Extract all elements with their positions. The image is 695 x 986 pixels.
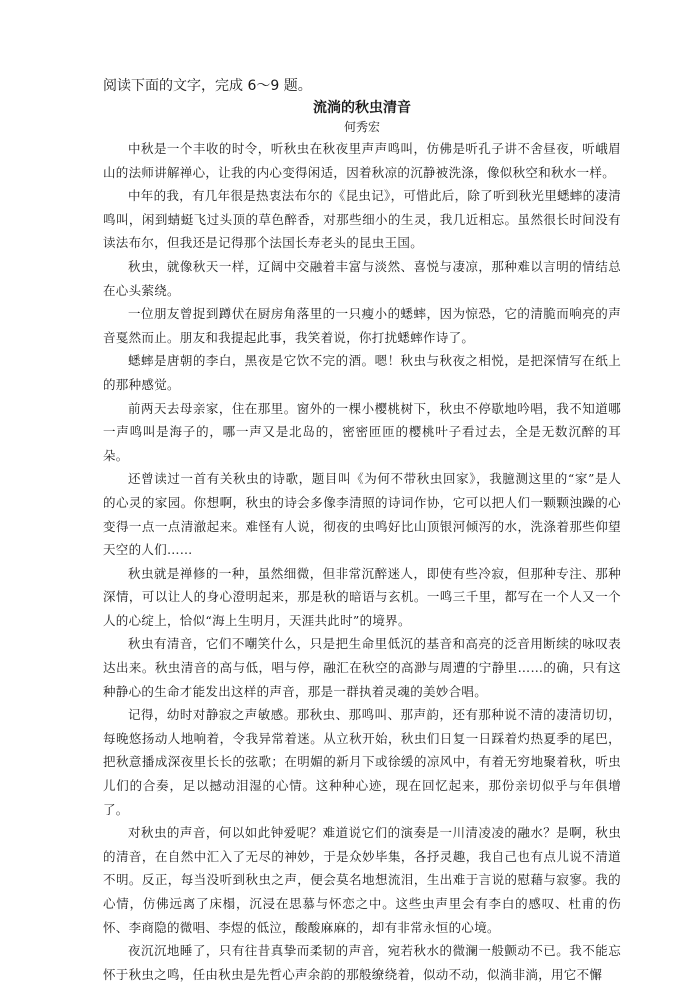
paragraph: 记得，幼时对静寂之声敏感。那秋虫、那鸣叫、那声韵，还有那种说不清的凄清切切，每晚悠扬动人地响着，令我异常着迷。从立秋开始，秋虫们日复一日踩着灼热夏季的尾巴，把秋意播成深夜里长长的弦歌；在明媚的新月下或徐缓的凉风中，有着无穷地聚着秋，听虫儿们的合奏，足以撼动泪湿的心情。这种种心迹，现在回忆起来，那份亲切似乎与年俱增了。	[103, 707, 621, 817]
paragraph: 对秋虫的声音，何以如此钟爱呢？难道说它们的演奏是一川清凌凌的融水？是啊，秋虫的清音，在自然中汇入了无尽的神妙，于是众妙毕集，各抒灵趣，我自己也有点儿说不清道不明。反正，每当没听到秋虫之声，便会莫名地想流泪，生出难于言说的慰藉与寂寥。我的心情，仿佛远离了床榻，沉浸在思慕与怀恋之中。这些虫声里会有李白的感叹、杜甫的伤怀、李商隐的微唱、李煜的低泣，酸酸麻麻的，却有非常永恒的心境。	[103, 825, 621, 935]
paragraph: 秋虫有清音，它们不嘲笑什么，只是把生命里低沉的基音和高亮的泛音用断续的咏叹表达出来。秋虫清音的高与低，唱与停，融汇在秋空的高渺与周遭的宁静里……的确，只有这种静心的生命才能发出这样的声音，那是一群执着灵魂的美妙合唱。	[103, 636, 621, 699]
question-instruction: 阅读下面的文字，完成 6～9 题。	[103, 78, 312, 94]
paragraph: 还曾读过一首有关秋虫的诗歌，题目叫《为何不带秋虫回家》，我臆测这里的“家”是人的心灵的家园。你想啊，秋虫的诗会多像李清照的诗词作协，它可以把人们一颗颗浊躁的心变得一点一点清澈起来。难怪有人说，彻夜的虫鸣好比山顶银河倾泻的水，洗涤着那些仰望天空的人们……	[103, 471, 621, 558]
paragraph: 秋虫就是禅修的一种，虽然细微，但非常沉醉迷人，即使有些冷寂，但那种专注、那种深情，可以让人的身心澄明起来，那是秋的暗语与玄机。一鸣三千里，都写在一个人又一个人的心绽上，恰似“海上生明月，天涯共此时”的境界。	[103, 565, 621, 628]
paragraph: 蟋蟀是唐朝的李白，黑夜是它饮不完的酒。嗯！秋虫与秋夜之相悦，是把深情写在纸上的那种感觉。	[103, 353, 621, 392]
paragraph: 夜沉沉地睡了，只有往昔真挚而柔韧的声音，宛若秋水的微澜一般颤动不已。我不能忘怀于秋虫之鸣，任由秋虫是先哲心声余韵的那般缭绕着，似动不动，似淌非淌，用它不懈	[103, 943, 621, 982]
paragraph: 中秋是一个丰收的时令，听秋虫在秋夜里声声鸣叫，仿佛是听孔子讲不舍昼夜，听峨眉山的法师讲解禅心，让我的内心变得闲适，因着秋凉的沉静被洗涤，像似秋空和秋水一样。	[103, 141, 621, 180]
document-page	[103, 76, 621, 986]
paragraph: 中年的我，有几年很是热衷法布尔的《昆虫记》，可惜此后，除了听到秋光里蟋蟀的凄清鸣叫，闲到蜻蜓飞过头顶的草色醉香，对那些细小的生灵，我几近相忘。虽然很长时间没有读法布尔，但我还是记得那个法国长寿老头的昆虫王国。	[103, 188, 621, 251]
paragraph: 一位朋友曾捉到蹲伏在厨房角落里的一只瘦小的蟋蟀，因为惊恐，它的清脆而响亮的声音戛然而止。朋友和我提起此事，我笑着说，你打扰蟋蟀作诗了。	[103, 306, 621, 345]
article-body	[103, 137, 621, 986]
article-author: 何秀宏	[343, 120, 380, 134]
paragraph: 前两天去母亲家，住在那里。窗外的一棵小樱桃树下，秋虫不停歇地吟唱，我不知道哪一声鸣叫是海子的，哪一声又是北岛的，密密匝匝的樱桃叶子看过去，全是无数沉醉的耳朵。	[103, 400, 621, 463]
article-title: 流淌的秋虫清音	[313, 100, 411, 116]
paragraph: 秋虫，就像秋天一样，辽阔中交融着丰富与淡然、喜悦与凄凉，那种难以言明的情结总在心头萦绕。	[103, 258, 621, 298]
